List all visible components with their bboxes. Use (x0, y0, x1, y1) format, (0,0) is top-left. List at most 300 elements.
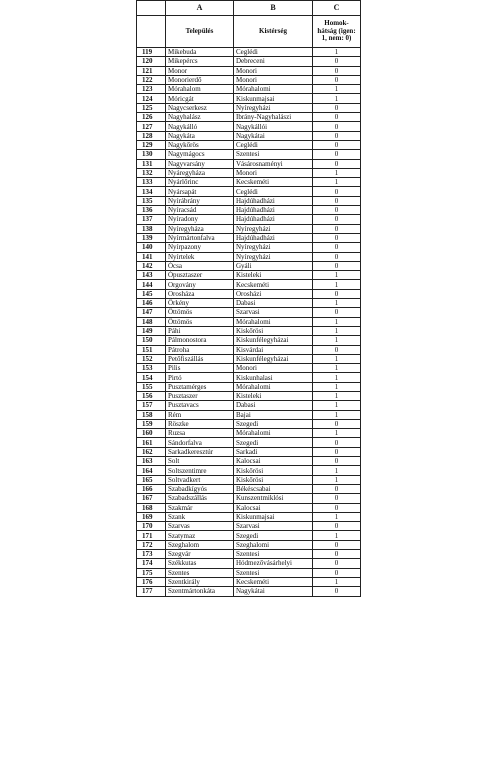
subregion-name: Kiskőrösi (234, 466, 313, 475)
row-number: 158 (137, 410, 166, 419)
sandy-ridge-flag: 0 (313, 243, 361, 252)
settlement-name: Ruzsa (166, 429, 234, 438)
table-row (137, 391, 361, 400)
sandy-ridge-flag: 1 (313, 577, 361, 586)
column-letter: A (166, 1, 234, 16)
subregion-name: Szentesi (234, 568, 313, 577)
table-row (137, 466, 361, 475)
settlement-name: Nyársapát (166, 187, 234, 196)
table-row (137, 271, 361, 280)
subregion-name: Szegedi (234, 438, 313, 447)
table-row (137, 345, 361, 354)
settlement-name: Röszke (166, 419, 234, 428)
row-number: 121 (137, 66, 166, 75)
settlement-name: Monor (166, 66, 234, 75)
sandy-ridge-flag: 1 (313, 391, 361, 400)
subregion-name: Orosházi (234, 289, 313, 298)
row-number: 166 (137, 484, 166, 493)
sandy-ridge-flag: 1 (313, 364, 361, 373)
settlement-name: Szakmár (166, 503, 234, 512)
sandy-ridge-flag: 0 (313, 261, 361, 270)
row-number: 173 (137, 550, 166, 559)
settlement-name: Örkény (166, 299, 234, 308)
table-row (137, 233, 361, 242)
settlement-name: Nagykáta (166, 131, 234, 140)
table-row (137, 410, 361, 419)
column-header-row (137, 16, 361, 48)
subregion-name: Dabasi (234, 299, 313, 308)
sandy-ridge-flag: 1 (313, 299, 361, 308)
row-number: 147 (137, 308, 166, 317)
subregion-name: Monori (234, 66, 313, 75)
table-row (137, 512, 361, 521)
subregion-name: Nagykállói (234, 122, 313, 131)
settlement-name: Pátroha (166, 345, 234, 354)
table-row (137, 336, 361, 345)
subregion-name: Kisteleki (234, 271, 313, 280)
settlement-name: Nyíregyháza (166, 224, 234, 233)
table-row (137, 587, 361, 596)
row-number: 120 (137, 57, 166, 66)
row-number: 139 (137, 233, 166, 242)
settlement-name: Szatymaz (166, 531, 234, 540)
subregion-name: Nyíregyházi (234, 224, 313, 233)
settlement-name: Nyírtelek (166, 252, 234, 261)
row-number: 167 (137, 494, 166, 503)
table-row (137, 131, 361, 140)
table-row (137, 364, 361, 373)
row-number: 161 (137, 438, 166, 447)
subregion-name: Mórahalomi (234, 429, 313, 438)
settlement-name: Solt (166, 457, 234, 466)
row-number: 163 (137, 457, 166, 466)
settlement-name: Mikebuda (166, 48, 234, 57)
settlement-name: Petőfiszállás (166, 354, 234, 363)
sandy-ridge-flag: 1 (313, 317, 361, 326)
settlement-name: Móricgát (166, 94, 234, 103)
subregion-name: Hajdúhadházi (234, 233, 313, 242)
row-number: 153 (137, 364, 166, 373)
table-row (137, 206, 361, 215)
sandy-ridge-flag: 0 (313, 540, 361, 549)
settlement-name: Sándorfalva (166, 438, 234, 447)
settlement-name: Nyárlőrinc (166, 178, 234, 187)
row-number: 172 (137, 540, 166, 549)
sandy-ridge-flag: 0 (313, 494, 361, 503)
row-number: 177 (137, 587, 166, 596)
row-number: 130 (137, 150, 166, 159)
sandy-ridge-flag: 0 (313, 289, 361, 298)
sandy-ridge-flag: 0 (313, 75, 361, 84)
settlement-name: Orgovány (166, 280, 234, 289)
row-number: 165 (137, 475, 166, 484)
settlement-name: Nagyvarsány (166, 159, 234, 168)
row-number: 137 (137, 215, 166, 224)
sandy-ridge-flag: 1 (313, 382, 361, 391)
table-row (137, 373, 361, 382)
table-row (137, 475, 361, 484)
row-number: 175 (137, 568, 166, 577)
subregion-name: Gyáli (234, 261, 313, 270)
sandy-ridge-flag: 0 (313, 206, 361, 215)
subregion-name: Szeghalomi (234, 540, 313, 549)
sandy-ridge-flag: 0 (313, 587, 361, 596)
settlement-name: Öttömös (166, 317, 234, 326)
table-row (137, 75, 361, 84)
sandy-ridge-flag: 1 (313, 280, 361, 289)
row-number: 122 (137, 75, 166, 84)
settlement-name: Szabadkígyós (166, 484, 234, 493)
settlement-name: Nyíracsád (166, 206, 234, 215)
sandy-ridge-flag: 0 (313, 66, 361, 75)
table-row (137, 215, 361, 224)
row-number: 140 (137, 243, 166, 252)
sandy-ridge-flag: 0 (313, 103, 361, 112)
row-number: 145 (137, 289, 166, 298)
sandy-ridge-flag: 1 (313, 373, 361, 382)
subregion-name: Szarvasi (234, 522, 313, 531)
sandy-ridge-flag: 1 (313, 354, 361, 363)
table-row (137, 122, 361, 131)
table-row (137, 252, 361, 261)
settlement-name: Szentmártonkáta (166, 587, 234, 596)
subregion-name: Debreceni (234, 57, 313, 66)
settlement-name: Szentes (166, 568, 234, 577)
sandy-ridge-flag: 1 (313, 48, 361, 57)
row-number: 169 (137, 512, 166, 521)
row-number: 134 (137, 187, 166, 196)
row-number: 154 (137, 373, 166, 382)
sandy-ridge-flag: 1 (313, 475, 361, 484)
table-row (137, 308, 361, 317)
row-number: 133 (137, 178, 166, 187)
table-row (137, 299, 361, 308)
settlement-name: Soltvadkert (166, 475, 234, 484)
row-number: 148 (137, 317, 166, 326)
sandy-ridge-flag: 0 (313, 522, 361, 531)
subregion-name: Monori (234, 364, 313, 373)
settlement-name: Mórahalom (166, 85, 234, 94)
table-row (137, 178, 361, 187)
sandy-ridge-flag: 1 (313, 512, 361, 521)
table-row (137, 540, 361, 549)
subregion-name: Hajdúhadházi (234, 196, 313, 205)
subregion-name: Nyíregyházi (234, 243, 313, 252)
subregion-name: Békéscsabai (234, 484, 313, 493)
settlement-name: Nagycserkesz (166, 103, 234, 112)
sandy-ridge-flag: 0 (313, 550, 361, 559)
sandy-ridge-flag: 0 (313, 140, 361, 149)
settlement-name: Páhi (166, 326, 234, 335)
settlement-name: Monorierdő (166, 75, 234, 84)
row-number: 151 (137, 345, 166, 354)
sandy-ridge-flag: 0 (313, 252, 361, 261)
sandy-ridge-flag: 0 (313, 503, 361, 512)
sandy-ridge-flag: 0 (313, 345, 361, 354)
settlement-name: Székkutas (166, 559, 234, 568)
subregion-name: Mórahalomi (234, 382, 313, 391)
subregion-name: Hajdúhadházi (234, 215, 313, 224)
sandy-ridge-flag: 0 (313, 559, 361, 568)
sandy-ridge-flag: 1 (313, 336, 361, 345)
subregion-name: Ceglédi (234, 48, 313, 57)
subregion-name: Szentesi (234, 150, 313, 159)
settlement-name: Nyáregyháza (166, 168, 234, 177)
table-row (137, 438, 361, 447)
table-row (137, 429, 361, 438)
subregion-name: Kiskőrösi (234, 475, 313, 484)
column-letter: B (234, 1, 313, 16)
settlement-name: Szeghalom (166, 540, 234, 549)
subregion-name: Szegedi (234, 531, 313, 540)
column-header (137, 16, 166, 48)
table-row (137, 401, 361, 410)
table-row (137, 559, 361, 568)
sandy-ridge-flag: 0 (313, 484, 361, 493)
row-number: 162 (137, 447, 166, 456)
table-row (137, 196, 361, 205)
subregion-name: Kalocsai (234, 503, 313, 512)
settlement-name: Pusztaszer (166, 391, 234, 400)
sandy-ridge-flag: 0 (313, 187, 361, 196)
sandy-ridge-flag: 0 (313, 113, 361, 122)
subregion-name: Hajdúhadházi (234, 206, 313, 215)
sandy-ridge-flag: 0 (313, 57, 361, 66)
settlement-name: Szentkirály (166, 577, 234, 586)
sandy-ridge-flag: 0 (313, 150, 361, 159)
settlement-name: Ócsa (166, 261, 234, 270)
settlement-name: Nyíradony (166, 215, 234, 224)
settlement-name: Pirtó (166, 373, 234, 382)
subregion-name: Kiskunhalasi (234, 373, 313, 382)
row-number: 149 (137, 326, 166, 335)
row-number: 156 (137, 391, 166, 400)
column-letter (137, 1, 166, 16)
table-row (137, 419, 361, 428)
subregion-name: Kecskeméti (234, 178, 313, 187)
row-number: 141 (137, 252, 166, 261)
row-number: 131 (137, 159, 166, 168)
row-number: 150 (137, 336, 166, 345)
sandy-ridge-flag: 1 (313, 429, 361, 438)
sandy-ridge-flag: 0 (313, 233, 361, 242)
table-row (137, 289, 361, 298)
sandy-ridge-flag: 0 (313, 438, 361, 447)
settlement-name: Szabadszállás (166, 494, 234, 503)
sandy-ridge-flag: 0 (313, 224, 361, 233)
row-number: 119 (137, 48, 166, 57)
settlement-name: Nagyhalász (166, 113, 234, 122)
subregion-name: Kiskunmajsai (234, 512, 313, 521)
table-row (137, 326, 361, 335)
table-row (137, 243, 361, 252)
subregion-name: Nagykátai (234, 131, 313, 140)
subregion-name: Szegedi (234, 419, 313, 428)
settlement-name: Szank (166, 512, 234, 521)
table-row (137, 522, 361, 531)
subregion-name: Szarvasi (234, 308, 313, 317)
row-number: 127 (137, 122, 166, 131)
table-row (137, 550, 361, 559)
sandy-ridge-flag: 1 (313, 168, 361, 177)
settlement-name: Pilis (166, 364, 234, 373)
row-number: 124 (137, 94, 166, 103)
settlement-name: Pusztamérges (166, 382, 234, 391)
table-row (137, 503, 361, 512)
subregion-name: Ceglédi (234, 187, 313, 196)
settlement-name: Nagykőrös (166, 140, 234, 149)
table-row (137, 103, 361, 112)
table-row (137, 224, 361, 233)
subregion-name: Mórahalomi (234, 85, 313, 94)
row-number: 135 (137, 196, 166, 205)
table-row (137, 484, 361, 493)
row-number: 168 (137, 503, 166, 512)
sandy-ridge-flag: 1 (313, 85, 361, 94)
subregion-name: Kiskunmajsai (234, 94, 313, 103)
sandy-ridge-flag: 1 (313, 401, 361, 410)
row-number: 146 (137, 299, 166, 308)
settlement-name: Nyírábrány (166, 196, 234, 205)
table-row (137, 187, 361, 196)
sandy-ridge-flag: 0 (313, 308, 361, 317)
table-row (137, 568, 361, 577)
subregion-name: Kisvárdai (234, 345, 313, 354)
sandy-ridge-flag: 1 (313, 410, 361, 419)
settlement-table (136, 0, 361, 597)
column-letter: C (313, 1, 361, 16)
row-number: 126 (137, 113, 166, 122)
sandy-ridge-flag: 1 (313, 271, 361, 280)
settlement-name: Pusztavacs (166, 401, 234, 410)
row-number: 125 (137, 103, 166, 112)
row-number: 176 (137, 577, 166, 586)
table-row (137, 113, 361, 122)
subregion-name: Kunszentmiklósi (234, 494, 313, 503)
subregion-name: Dabasi (234, 401, 313, 410)
row-number: 174 (137, 559, 166, 568)
subregion-name: Monori (234, 75, 313, 84)
table-row (137, 382, 361, 391)
sandy-ridge-flag: 0 (313, 568, 361, 577)
row-number: 171 (137, 531, 166, 540)
settlement-name: Nagymágocs (166, 150, 234, 159)
column-header: Homok-hátság (igen: 1, nem: 0) (313, 16, 361, 48)
table-row (137, 159, 361, 168)
row-number: 144 (137, 280, 166, 289)
row-number: 138 (137, 224, 166, 233)
sandy-ridge-flag: 0 (313, 447, 361, 456)
settlement-name: Pálmonostora (166, 336, 234, 345)
table-row (137, 85, 361, 94)
table-row (137, 94, 361, 103)
sandy-ridge-flag: 0 (313, 215, 361, 224)
subregion-name: Kiskunfélegyházai (234, 354, 313, 363)
row-number: 142 (137, 261, 166, 270)
row-number: 123 (137, 85, 166, 94)
subregion-name: Kisteleki (234, 391, 313, 400)
subregion-name: Sarkadi (234, 447, 313, 456)
sandy-ridge-flag: 1 (313, 531, 361, 540)
settlement-name: Mikepércs (166, 57, 234, 66)
subregion-name: Ibrány-Nagyhalászi (234, 113, 313, 122)
row-number: 155 (137, 382, 166, 391)
settlement-name: Nyírmártonfalva (166, 233, 234, 242)
sandy-ridge-flag: 1 (313, 466, 361, 475)
table-body (137, 48, 361, 597)
settlement-name: Szegvár (166, 550, 234, 559)
row-number: 143 (137, 271, 166, 280)
row-number: 170 (137, 522, 166, 531)
sandy-ridge-flag: 1 (313, 178, 361, 187)
subregion-name: Mórahalomi (234, 317, 313, 326)
settlement-name: Orosháza (166, 289, 234, 298)
table-row (137, 317, 361, 326)
subregion-name: Kecskeméti (234, 280, 313, 289)
sandy-ridge-flag: 1 (313, 326, 361, 335)
row-number: 164 (137, 466, 166, 475)
sandy-ridge-flag: 0 (313, 419, 361, 428)
subregion-name: Hódmezővásárhelyi (234, 559, 313, 568)
table-row (137, 140, 361, 149)
table-row (137, 457, 361, 466)
column-header: Kistérség (234, 16, 313, 48)
row-number: 129 (137, 140, 166, 149)
subregion-name: Nyíregyházi (234, 103, 313, 112)
sandy-ridge-flag: 0 (313, 159, 361, 168)
table-row (137, 57, 361, 66)
sandy-ridge-flag: 0 (313, 457, 361, 466)
subregion-name: Kiskőrösi (234, 326, 313, 335)
sandy-ridge-flag: 0 (313, 196, 361, 205)
table-row (137, 48, 361, 57)
subregion-name: Monori (234, 168, 313, 177)
subregion-name: Vásárosnaményi (234, 159, 313, 168)
table-row (137, 531, 361, 540)
table-row (137, 447, 361, 456)
table-row (137, 494, 361, 503)
row-number: 132 (137, 168, 166, 177)
settlement-name: Öttömös (166, 308, 234, 317)
table-row (137, 261, 361, 270)
settlement-name: Rém (166, 410, 234, 419)
subregion-name: Kalocsai (234, 457, 313, 466)
row-number: 159 (137, 419, 166, 428)
settlement-name: Nagykálló (166, 122, 234, 131)
row-number: 128 (137, 131, 166, 140)
table-row (137, 577, 361, 586)
subregion-name: Kecskeméti (234, 577, 313, 586)
row-number: 160 (137, 429, 166, 438)
sandy-ridge-flag: 1 (313, 94, 361, 103)
sandy-ridge-flag: 0 (313, 122, 361, 131)
table-row (137, 168, 361, 177)
table-row (137, 150, 361, 159)
subregion-name: Nagykátai (234, 587, 313, 596)
row-number: 136 (137, 206, 166, 215)
table-row (137, 280, 361, 289)
subregion-name: Bajai (234, 410, 313, 419)
subregion-name: Nyíregyházi (234, 252, 313, 261)
column-letter-row (137, 1, 361, 16)
table-row (137, 354, 361, 363)
subregion-name: Szentesi (234, 550, 313, 559)
column-header: Település (166, 16, 234, 48)
settlement-name: Soltszentimre (166, 466, 234, 475)
settlement-name: Szarvas (166, 522, 234, 531)
subregion-name: Ceglédi (234, 140, 313, 149)
settlement-name: Ópusztaszer (166, 271, 234, 280)
